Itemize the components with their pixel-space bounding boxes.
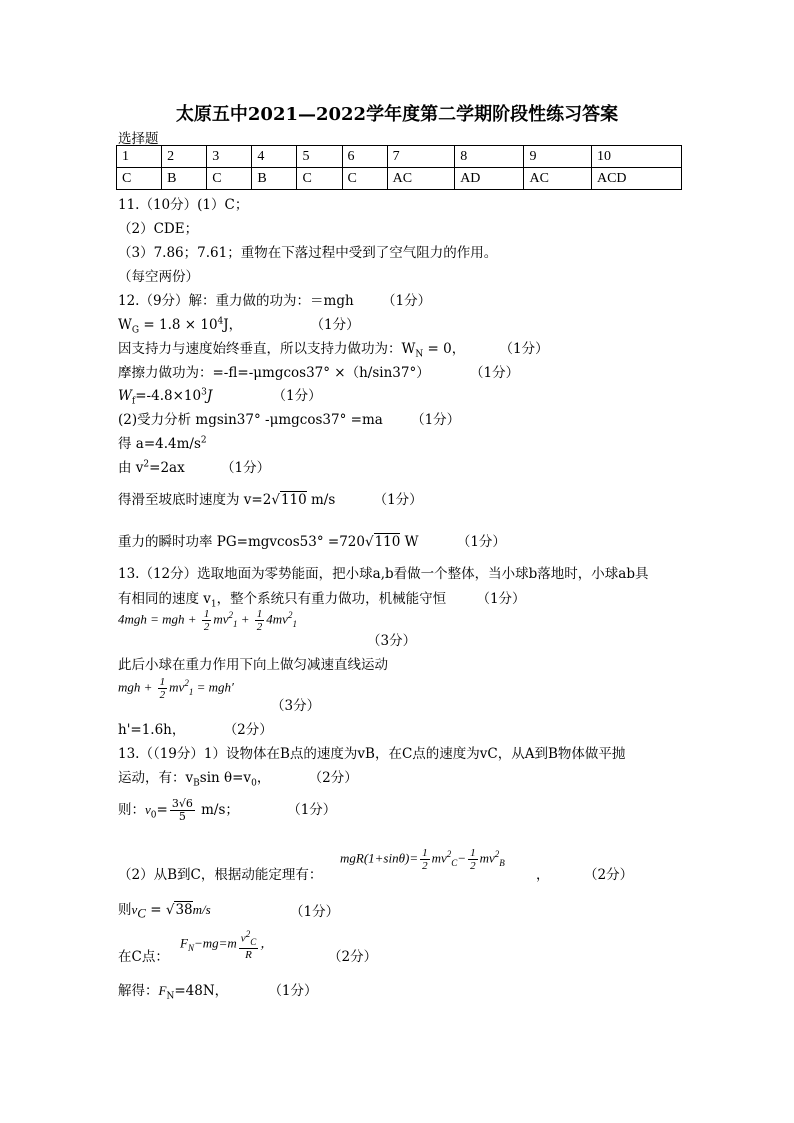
- table-cell: 7: [387, 146, 455, 168]
- text: 解得：: [118, 983, 159, 999]
- fraction-numerator: 1: [422, 847, 428, 859]
- answer-table: [116, 145, 682, 190]
- math-text: F: [158, 983, 167, 998]
- score-label: （1分）: [470, 365, 520, 381]
- math-text: v: [131, 902, 138, 917]
- q14-line-1: 13.（（19分）1）设物体在B点的速度为vB，在C点的速度为vC，从A到B物体做平抛: [118, 746, 626, 762]
- text: 运动，有：v: [118, 770, 194, 786]
- score-label: （3分）: [271, 698, 321, 714]
- table-cell: C: [342, 168, 387, 190]
- math-sub: N: [187, 943, 194, 953]
- fraction: [255, 608, 265, 633]
- math-text: v: [240, 932, 246, 945]
- q12-line-6: [118, 408, 460, 428]
- fraction-denominator: 2: [256, 621, 263, 633]
- math-text: =: [145, 902, 166, 918]
- math-sub: B: [499, 858, 505, 869]
- q14-equation-energy: mgR(1+sinθ)= $\frac{1}{2}$ $mv^2_C-$ $\frac{1}{2}$ $mv^2_B$: [340, 847, 505, 872]
- q11-line-3: （3）7.86；7.61；重物在下落过程中受到了空气阻力的作用。: [118, 245, 498, 261]
- math-sup: 2: [143, 459, 150, 470]
- math-sub: 1: [210, 599, 217, 610]
- score-label: （1分）: [476, 591, 526, 607]
- table-cell: AC: [387, 168, 455, 190]
- table-cell: 9: [524, 146, 592, 168]
- fraction-numerator: 1: [159, 676, 166, 688]
- math-text: m/s: [192, 902, 211, 917]
- q12-line-1-text: 12.（9分）解：重力做的功为：＝mgh: [118, 293, 354, 309]
- score-label: （2分）: [584, 867, 634, 883]
- table-cell: B: [162, 168, 207, 190]
- math-sub: f: [131, 396, 136, 407]
- fraction: [420, 847, 430, 872]
- math-sub: 0: [150, 810, 157, 821]
- fraction-numerator: 3√6: [171, 797, 193, 810]
- sqrt-radicand: 38: [175, 902, 193, 918]
- table-cell: 6: [342, 146, 387, 168]
- fraction-denominator: 2: [203, 621, 210, 633]
- score-label: （2分）: [223, 722, 273, 738]
- q13-line-2: [118, 587, 526, 610]
- q12-line-10: 重力的瞬时功率 PG=mgvcos53° =720√110 W （1分）: [118, 534, 506, 550]
- text: 有相同的速度 v: [118, 591, 211, 607]
- score-label: （1分）: [287, 802, 337, 818]
- table-cell: C: [117, 168, 162, 190]
- score-label: （1分）: [382, 293, 432, 309]
- math-sup: 3: [201, 387, 207, 398]
- text: 重力的瞬时功率 PG=mgvcos53° =720: [118, 534, 365, 550]
- score-label: （1分）: [268, 983, 318, 999]
- fraction-denominator: 2: [470, 860, 476, 872]
- math-sub: B: [193, 778, 200, 789]
- q14-equation-force: [180, 928, 273, 961]
- math-text: −: [457, 850, 467, 866]
- q12-line-4: [118, 361, 519, 381]
- text: ，整个系统只有重力做功，机械能守恒: [216, 591, 447, 607]
- table-cell: 4: [252, 146, 297, 168]
- q14-line-4-text: （2）从B到C，根据动能定理有：: [118, 867, 323, 883]
- score-label: （2分）: [328, 949, 378, 965]
- text: 得滑至坡底时速度为 v=2: [118, 492, 272, 508]
- q14-line-7: [118, 979, 318, 1002]
- q13-equation-1: 4mgh = mgh + $\frac{1}{2}$ $mv^2_1$ + $\frac{1}{2}$ $4mv^2_1$: [118, 608, 297, 633]
- math-text: J，: [223, 317, 243, 333]
- math-sub: N: [166, 991, 175, 1002]
- score-label: （1分）: [456, 534, 506, 550]
- math-text: =-4.8×10: [135, 388, 202, 404]
- q12-line-3: [118, 337, 549, 360]
- q13-line-1: 13.（12分）选取地面为零势能面，把小球a,b看做一个整体，当小球b落地时，小球ab具: [118, 566, 649, 582]
- table-cell: 10: [591, 146, 681, 168]
- q12-line-2: [118, 313, 360, 336]
- score-label: （1分）: [221, 460, 271, 476]
- math-sub: C: [250, 936, 257, 947]
- q14-line-3: [118, 798, 336, 823]
- math-text: F: [180, 935, 188, 951]
- table-cell: 1: [117, 146, 162, 168]
- score-label: （1分）: [411, 412, 461, 428]
- math-text: mgR(1+sinθ)=: [340, 850, 419, 866]
- q11-line-4: （每空两份）: [118, 269, 199, 285]
- comma: ，: [536, 867, 550, 883]
- q11-line-1: 11.（10分）(1）C；: [118, 197, 249, 213]
- q12-line-7: [118, 432, 207, 452]
- math-sup: 2: [200, 435, 207, 446]
- table-cell: C: [297, 168, 342, 190]
- q14-line-5: 则$v_C = √38m/s$: [118, 902, 211, 921]
- math-text: −mg=m: [193, 935, 237, 951]
- q12-line-1: [118, 289, 431, 309]
- math-text: +: [237, 611, 253, 627]
- math-text: =: [156, 802, 168, 818]
- text: 则: [118, 902, 132, 918]
- math-text: J: [206, 388, 213, 404]
- fraction: [202, 608, 212, 633]
- fraction: [170, 798, 195, 823]
- fraction-numerator: 1: [256, 608, 263, 620]
- score-label: （1分）: [290, 904, 340, 920]
- fraction-numerator: 1: [203, 608, 210, 620]
- text: m/s；: [196, 802, 239, 818]
- math-text: mv: [213, 611, 229, 627]
- fraction-denominator: R: [245, 948, 252, 961]
- fraction-numerator: 1: [470, 847, 476, 859]
- math-text: ，: [260, 935, 274, 951]
- math-text: W: [118, 388, 132, 404]
- q12-line-9: 得滑至坡底时速度为 v=2√110 m/s （1分）: [118, 492, 423, 508]
- fraction: [158, 676, 168, 701]
- text: =2ax: [149, 460, 185, 476]
- page-title: 太原五中2021—2022学年度第二学期阶段性练习答案: [175, 104, 619, 125]
- fraction-numerator: $v^2_C$: [240, 929, 257, 947]
- text: sin θ=v: [199, 770, 252, 786]
- score-label: （1分）: [272, 388, 322, 404]
- score-label: （1分）: [373, 492, 423, 508]
- text: 因支持力与速度始终垂直，所以支持力做功为：W: [118, 341, 416, 357]
- text: h'=1.6h，: [118, 722, 186, 738]
- text: 得 a=4.4m/s: [118, 436, 201, 452]
- fraction-denominator: 2: [159, 689, 166, 701]
- table-cell: AC: [524, 168, 592, 190]
- table-cell: 3: [207, 146, 252, 168]
- table-cell: AD: [455, 168, 524, 190]
- text: (2)受力分析 mgsin37° -μmgcos37° =ma: [118, 412, 383, 428]
- table-cell: 5: [297, 146, 342, 168]
- math-text: 4mgh = mgh +: [118, 611, 200, 627]
- math-sub: 0: [251, 778, 257, 789]
- score-label: （2分）: [308, 770, 358, 786]
- score-label: （3分）: [367, 633, 417, 649]
- fraction-denominator: 5: [178, 810, 186, 823]
- math-text: =48N，: [174, 983, 229, 999]
- math-sub: C: [137, 905, 146, 921]
- math-text: mgh +: [118, 679, 156, 695]
- q13-line-3: 此后小球在重力作用下向上做匀减速直线运动: [118, 657, 388, 673]
- table-row-numbers: [117, 146, 682, 168]
- score-label: （1分）: [310, 317, 360, 333]
- text: m/s: [306, 492, 336, 508]
- sqrt-radicand: 110: [374, 534, 401, 550]
- table-cell: 2: [162, 146, 207, 168]
- math-text: = 1.8 × 10: [139, 317, 218, 333]
- math-text: mv: [169, 679, 185, 695]
- q13-equation-2: mgh + $\frac{1}{2}$ $mv^2_1 = mgh'$: [118, 676, 234, 701]
- math-text: v: [145, 802, 151, 817]
- math-text: = mgh′: [193, 679, 234, 695]
- q11-line-2: （2）CDE；: [118, 221, 199, 237]
- q14-line-2: [118, 766, 358, 789]
- sqrt-radicand: 110: [280, 492, 307, 508]
- math-sub: N: [415, 349, 424, 360]
- table-cell: C: [207, 168, 252, 190]
- math-text: W: [118, 317, 132, 333]
- math-sub: C: [451, 858, 458, 869]
- fraction: [239, 928, 258, 961]
- math-sup: 4: [217, 316, 224, 327]
- table-cell: B: [252, 168, 297, 190]
- fraction-denominator: 2: [422, 860, 428, 872]
- score-label: （1分）: [499, 341, 549, 357]
- q12-line-8: [118, 456, 270, 476]
- text: = 0，: [423, 341, 466, 357]
- text: W: [400, 534, 419, 550]
- fraction: [468, 847, 478, 872]
- table-cell: 8: [455, 146, 524, 168]
- text: 摩擦力做功为：=-fl=-μmgcos37° ×（h/sin37°）: [118, 365, 430, 381]
- text: 由 v: [118, 460, 144, 476]
- q13-line-4: [118, 718, 273, 738]
- table-cell: ACD: [591, 168, 681, 190]
- table-row-answers: [117, 168, 682, 190]
- math-text: mv: [479, 850, 495, 866]
- section-label: 选择题: [118, 131, 159, 147]
- text: 则：: [118, 802, 145, 818]
- q14-line-6-text: 在C点：: [118, 949, 169, 965]
- math-text: 4mv: [266, 611, 288, 627]
- text: ，: [256, 770, 271, 786]
- math-text: mv: [431, 850, 447, 866]
- q12-line-5: [118, 384, 322, 407]
- math-sub: G: [131, 325, 140, 336]
